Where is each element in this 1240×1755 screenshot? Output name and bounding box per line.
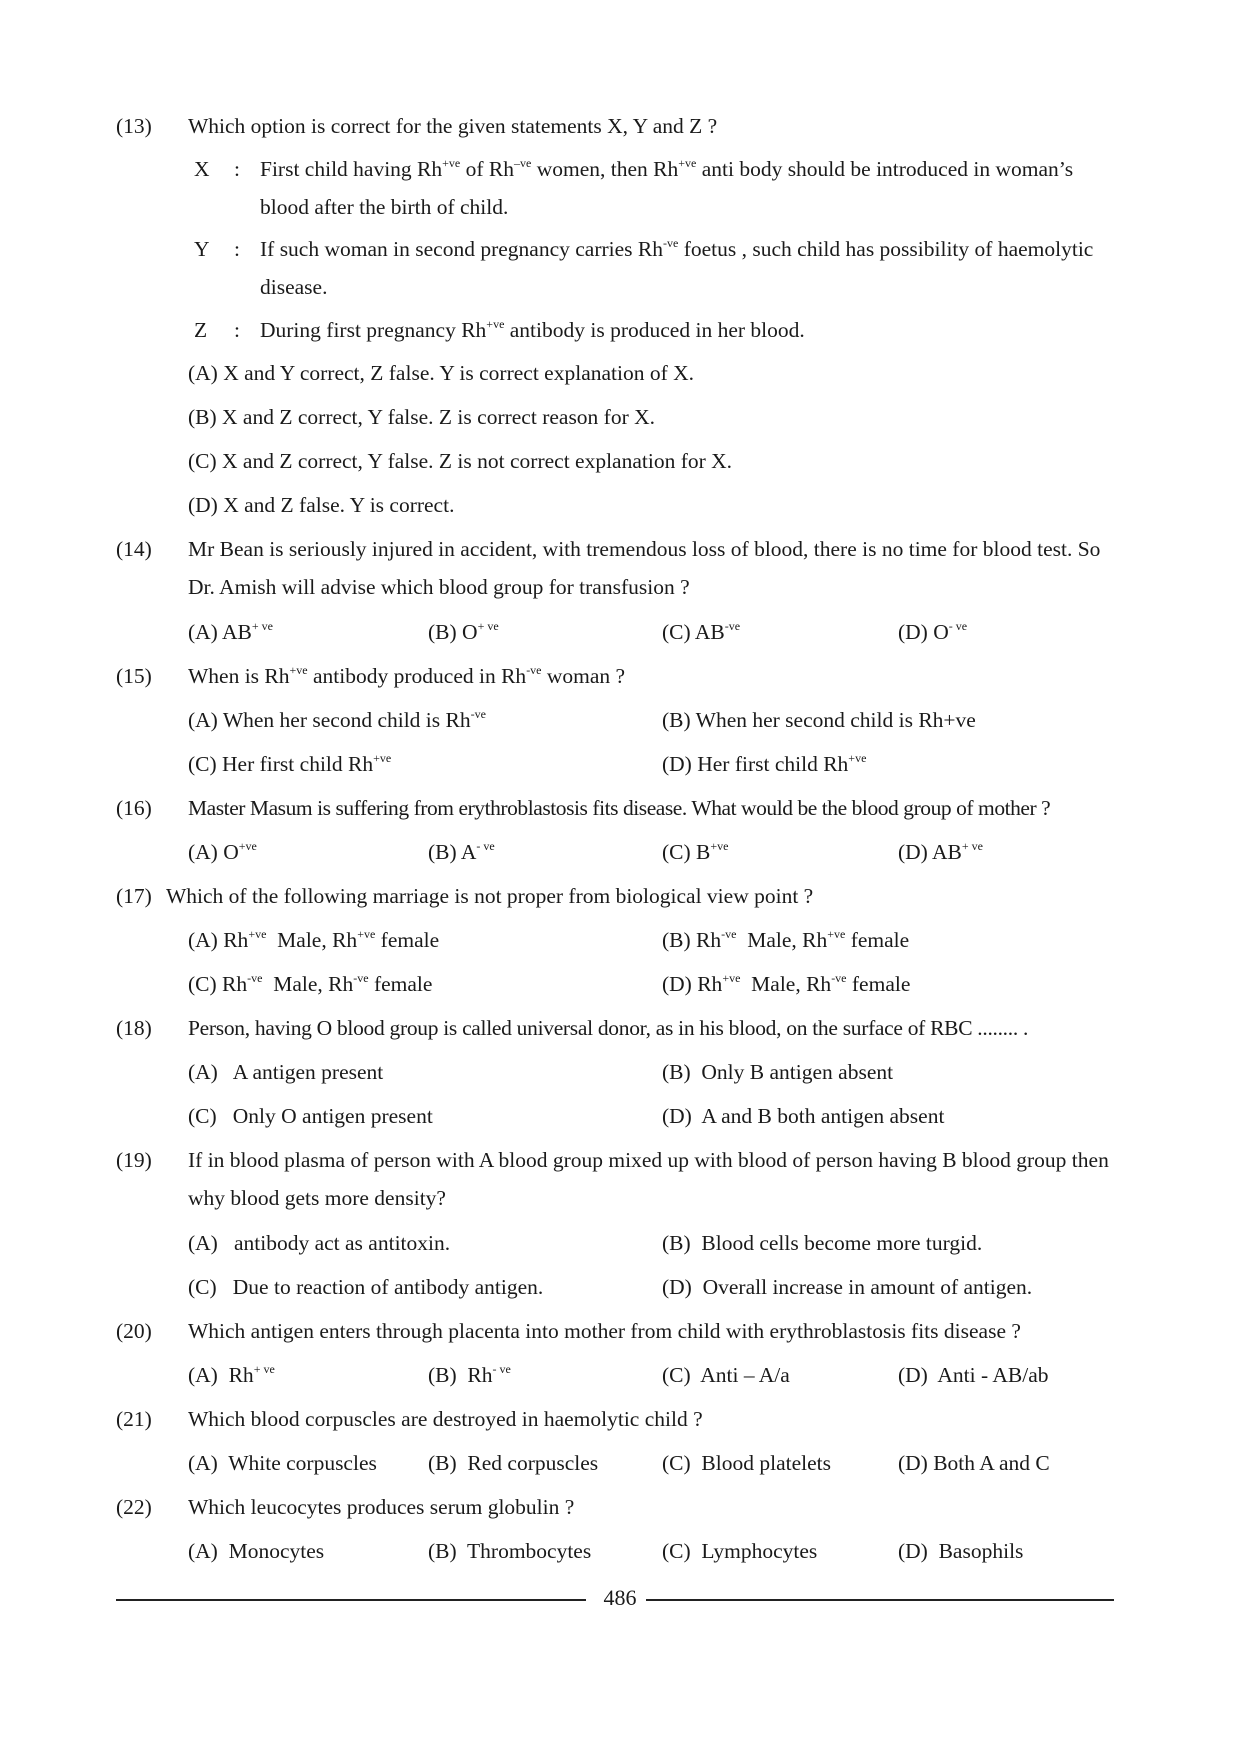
options-row [188, 1356, 1128, 1394]
question-22 [116, 1488, 1126, 1526]
page-number: 486 [603, 1585, 637, 1610]
option-a[interactable]: (A) $Rh^{+ ve}$ [188, 1362, 275, 1387]
footer-rule-left [116, 1599, 586, 1601]
option-b[interactable]: (B) $Rh^{- ve}$ [428, 1362, 511, 1387]
question-15 [116, 657, 1126, 695]
option-a[interactable]: (A) $AB^{+ ve}$ [188, 619, 273, 644]
question-13 [116, 107, 1126, 145]
option-c[interactable]: (C) Blood platelets [662, 1451, 831, 1475]
option-c[interactable]: (C) $AB^{-ve}$ [662, 619, 741, 644]
option-a[interactable]: (A) X and Y correct, Z false. Y is correct explanation of X. [188, 361, 695, 385]
question-number: (22) [116, 1495, 152, 1519]
question-stem: Mr Bean is seriously injured in accident, with tremendous loss of blood, there is no time for blood test. So Dr. Amish will advise which blood group for transfusion ? [188, 537, 1101, 599]
option-b[interactable]: (B) Red corpuscles [428, 1451, 599, 1475]
statement-text: During first pregnancy $Rh^{+ve}$ antibody is produced in her blood. [260, 317, 805, 342]
options-row [188, 1532, 1128, 1570]
statement-text: First child having $Rh^{+ve}$ of $Rh^{-ve}$ women, then $Rh^{+ve}$ anti body should be introduced in woman’s blood after the birth of child. [260, 156, 1074, 219]
question-stem: Which blood corpuscles are destroyed in haemolytic child ? [188, 1407, 703, 1431]
option-a[interactable]: (A) antibody act as antitoxin. [188, 1231, 451, 1255]
statement-z [194, 311, 1124, 349]
option-a[interactable]: (A) Monocytes [188, 1539, 325, 1563]
statement-text: If such woman in second pregnancy carries $Rh^{-ve}$ foetus , such child has possibility of haemolytic disease. [260, 236, 1094, 299]
question-18 [116, 1009, 1126, 1047]
option-b[interactable]: (B) $O^{+ ve}$ [428, 619, 499, 644]
question-number: (17) [116, 884, 152, 908]
footer-rule-right [646, 1599, 1114, 1601]
question-21 [116, 1400, 1126, 1438]
statement-label: Z [194, 318, 208, 342]
option-d[interactable]: (D) $O^{- ve}$ [898, 619, 968, 644]
option-b[interactable]: (B) $Rh^{-ve}$ Male, $Rh^{+ve}$ female [662, 927, 910, 952]
statement-colon: : [234, 318, 240, 342]
option-c[interactable]: (C) Lymphocytes [662, 1539, 818, 1563]
question-17 [116, 877, 1126, 915]
option-c[interactable]: (C) Only O antigen present [188, 1104, 433, 1128]
question-stem: Master Masum is suffering from erythroblastosis fits disease. What would be the blood group of mother ? [188, 796, 1051, 820]
option-a[interactable]: (A) A antigen present [188, 1060, 384, 1084]
option-d[interactable]: (D) Both A and C [898, 1451, 1050, 1475]
option-c[interactable]: (C) Anti – A/a [662, 1363, 790, 1387]
options-row [188, 921, 1128, 959]
option-d[interactable]: (D) Overall increase in amount of antigen. [662, 1275, 1033, 1299]
question-19 [116, 1141, 1126, 1217]
question-number: (18) [116, 1016, 152, 1040]
option-b[interactable]: (B) Thrombocytes [428, 1539, 592, 1563]
option-d[interactable]: (D) Basophils [898, 1539, 1024, 1563]
question-number: (13) [116, 114, 152, 138]
option-a[interactable]: (A) $Rh^{+ve}$ Male, $Rh^{+ve}$ female [188, 927, 440, 952]
option-d[interactable]: (D) Her first child $Rh^{+ve}$ [662, 751, 867, 776]
options-row [188, 613, 1128, 651]
option-b[interactable]: (B) Only B antigen absent [662, 1060, 894, 1084]
question-number: (19) [116, 1148, 152, 1172]
question-stem: Which antigen enters through placenta into mother from child with erythroblastosis fits disease ? [188, 1319, 1021, 1343]
option-b[interactable]: (B) Blood cells become more turgid. [662, 1231, 983, 1255]
question-stem: When is $Rh^{+ve}$ antibody produced in $Rh^{-ve}$ woman ? [188, 663, 626, 688]
question-stem: Person, having O blood group is called universal donor, as in his blood, on the surface of RBC ........ . [188, 1016, 1029, 1040]
option-a[interactable]: (A) White corpuscles [188, 1451, 377, 1475]
statement-colon: : [234, 157, 240, 181]
options-row [188, 1053, 1128, 1091]
option-b[interactable]: (B) When her second child is Rh+ve [662, 708, 976, 732]
question-stem: Which option is correct for the given statements X, Y and Z ? [188, 114, 718, 138]
question-number: (15) [116, 664, 152, 688]
question-16 [116, 789, 1126, 827]
option-b[interactable]: (B) $A^{- ve}$ [428, 839, 495, 864]
option-d[interactable]: (D) $AB^{+ ve}$ [898, 839, 983, 864]
option-b[interactable]: (B) X and Z correct, Y false. Z is correct reason for X. [188, 405, 656, 429]
question-stem: Which leucocytes produces serum globulin ? [188, 1495, 575, 1519]
options-row [188, 1224, 1128, 1262]
option-a[interactable]: (A) $O^{+ve}$ [188, 839, 257, 864]
question-stem: If in blood plasma of person with A blood group mixed up with blood of person having B blood group then why blood gets more density? [188, 1148, 1109, 1210]
options-row [188, 1097, 1128, 1135]
option-c[interactable]: (C) $Rh^{-ve}$ Male, $Rh^{-ve}$ female [188, 971, 433, 996]
question-14 [116, 530, 1126, 606]
options-row [188, 1444, 1128, 1482]
option-c[interactable]: (C) X and Z correct, Y false. Z is not correct explanation for X. [188, 449, 733, 473]
statement-x [194, 150, 1124, 226]
statement-y [194, 230, 1124, 306]
option-d[interactable]: (D) Anti - AB/ab [898, 1363, 1049, 1387]
statement-label: X [194, 157, 210, 181]
question-20 [116, 1312, 1126, 1350]
option-d[interactable]: (D) $Rh^{+ve}$ Male, $Rh^{-ve}$ female [662, 971, 911, 996]
options-row [188, 965, 1128, 1003]
question-number: (14) [116, 537, 152, 561]
option-c[interactable]: (C) Due to reaction of antibody antigen. [188, 1275, 544, 1299]
option-d[interactable]: (D) A and B both antigen absent [662, 1104, 945, 1128]
option-c[interactable]: (C) Her first child $Rh^{+ve}$ [188, 751, 392, 776]
question-number: (21) [116, 1407, 152, 1431]
options-row [188, 701, 1128, 739]
question-number: (20) [116, 1319, 152, 1343]
question-stem: Which of the following marriage is not proper from biological view point ? [166, 884, 814, 908]
option-a[interactable]: (A) When her second child is $Rh^{-ve}$ [188, 707, 486, 732]
statement-colon: : [234, 237, 240, 261]
statement-label: Y [194, 237, 210, 261]
options-row [188, 833, 1128, 871]
options-row [188, 1268, 1128, 1306]
option-c[interactable]: (C) $B^{+ve}$ [662, 839, 729, 864]
question-number: (16) [116, 796, 152, 820]
option-d[interactable]: (D) X and Z false. Y is correct. [188, 493, 455, 517]
options-row [188, 745, 1128, 783]
